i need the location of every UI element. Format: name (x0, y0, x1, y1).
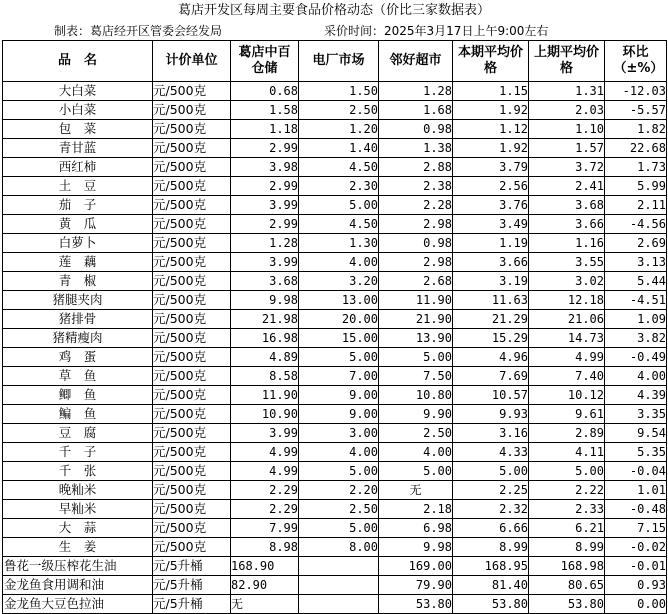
cell-change: -4.56 (605, 215, 667, 234)
table-row (3, 405, 667, 424)
cell-unit: 元/500克 (153, 82, 231, 101)
cell-current-avg: 2.32 (453, 500, 529, 519)
cell-previous-avg: 2.22 (529, 481, 605, 500)
table-row (3, 367, 667, 386)
cell-linhao: 169.00 (379, 557, 453, 576)
cell-zhongbai: 10.90 (231, 405, 299, 424)
cell-linhao: 2.88 (379, 158, 453, 177)
header-store-zhongbai-text: 葛店中百仓储 (238, 45, 291, 76)
cell-change: 5.35 (605, 443, 667, 462)
cell-current-avg: 2.56 (453, 177, 529, 196)
cell-name: 金龙鱼食用调和油 (3, 576, 153, 595)
cell-current-avg: 9.93 (453, 405, 529, 424)
cell-zhongbai: 3.68 (231, 272, 299, 291)
cell-dianchang: 4.50 (299, 158, 379, 177)
cell-name: 白萝卜 (3, 234, 153, 253)
cell-unit: 元/500克 (153, 177, 231, 196)
cell-zhongbai: 168.90 (231, 557, 299, 576)
price-table (2, 40, 667, 614)
cell-name: 大 蒜 (3, 519, 153, 538)
cell-current-avg: 7.69 (453, 367, 529, 386)
cell-dianchang: 2.20 (299, 481, 379, 500)
table-row (3, 462, 667, 481)
cell-change: 9.54 (605, 424, 667, 443)
cell-dianchang: 2.50 (299, 500, 379, 519)
cell-change: -12.03 (605, 82, 667, 101)
cell-unit: 元/500克 (153, 386, 231, 405)
cell-zhongbai: 无 (231, 595, 299, 614)
header-previous-avg-text: 上期平均价格 (533, 45, 599, 76)
cell-current-avg: 10.57 (453, 386, 529, 405)
cell-zhongbai: 4.89 (231, 348, 299, 367)
cell-zhongbai: 3.99 (231, 424, 299, 443)
cell-name: 西红柿 (3, 158, 153, 177)
cell-change: 5.99 (605, 177, 667, 196)
cell-change: -0.48 (605, 500, 667, 519)
cell-change: 3.82 (605, 329, 667, 348)
header-name: 品 名 (3, 41, 153, 82)
cell-current-avg: 168.95 (453, 557, 529, 576)
cell-change: 4.39 (605, 386, 667, 405)
cell-previous-avg: 1.31 (529, 82, 605, 101)
cell-unit: 元/500克 (153, 139, 231, 158)
cell-name: 晚籼米 (3, 481, 153, 500)
cell-current-avg: 3.66 (453, 253, 529, 272)
cell-dianchang: 5.00 (299, 348, 379, 367)
cell-linhao: 2.50 (379, 424, 453, 443)
cell-previous-avg: 3.72 (529, 158, 605, 177)
cell-dianchang: 5.00 (299, 196, 379, 215)
survey-time-label: 采价时间：2025年3月17日上午9:00左右 (324, 24, 549, 38)
header-previous-avg (529, 41, 605, 82)
maker-label: 制表：葛店经开区管委会经发局 (54, 24, 223, 38)
cell-linhao: 2.98 (379, 215, 453, 234)
cell-previous-avg: 1.57 (529, 139, 605, 158)
cell-current-avg: 1.12 (453, 120, 529, 139)
cell-linhao: 5.00 (379, 348, 453, 367)
cell-unit: 元/500克 (153, 196, 231, 215)
cell-linhao: 7.50 (379, 367, 453, 386)
cell-change: -0.04 (605, 462, 667, 481)
cell-name: 土 豆 (3, 177, 153, 196)
cell-linhao: 2.68 (379, 272, 453, 291)
cell-linhao: 79.90 (379, 576, 453, 595)
cell-change: 3.13 (605, 253, 667, 272)
cell-current-avg: 1.92 (453, 139, 529, 158)
cell-name: 金龙鱼大豆色拉油 (3, 595, 153, 614)
cell-unit: 元/500克 (153, 367, 231, 386)
header-unit: 计价单位 (153, 41, 231, 82)
cell-dianchang: 1.40 (299, 139, 379, 158)
cell-zhongbai: 1.18 (231, 120, 299, 139)
cell-unit: 元/5升桶 (153, 595, 231, 614)
table-row (3, 253, 667, 272)
cell-zhongbai: 1.28 (231, 234, 299, 253)
cell-dianchang: 4.00 (299, 253, 379, 272)
cell-previous-avg: 3.55 (529, 253, 605, 272)
cell-current-avg: 6.66 (453, 519, 529, 538)
cell-linhao: 53.80 (379, 595, 453, 614)
cell-previous-avg: 2.41 (529, 177, 605, 196)
cell-linhao: 1.38 (379, 139, 453, 158)
cell-unit: 元/500克 (153, 234, 231, 253)
table-row (3, 443, 667, 462)
cell-current-avg: 3.19 (453, 272, 529, 291)
cell-unit: 元/500克 (153, 424, 231, 443)
cell-linhao: 4.00 (379, 443, 453, 462)
cell-zhongbai: 2.99 (231, 177, 299, 196)
cell-previous-avg: 14.73 (529, 329, 605, 348)
cell-zhongbai: 9.98 (231, 291, 299, 310)
cell-change: 1.01 (605, 481, 667, 500)
table-row (3, 139, 667, 158)
cell-current-avg: 3.49 (453, 215, 529, 234)
cell-previous-avg: 2.03 (529, 101, 605, 120)
cell-linhao: 2.18 (379, 500, 453, 519)
cell-previous-avg: 7.40 (529, 367, 605, 386)
cell-previous-avg: 3.02 (529, 272, 605, 291)
cell-linhao: 1.28 (379, 82, 453, 101)
cell-current-avg: 3.16 (453, 424, 529, 443)
cell-change: -0.01 (605, 557, 667, 576)
cell-change: 0.93 (605, 576, 667, 595)
cell-dianchang: 1.50 (299, 82, 379, 101)
cell-name: 青甘蓝 (3, 139, 153, 158)
cell-dianchang: 3.00 (299, 424, 379, 443)
cell-unit: 元/5升桶 (153, 557, 231, 576)
cell-unit: 元/500克 (153, 443, 231, 462)
cell-zhongbai: 1.58 (231, 101, 299, 120)
cell-name: 鲁花一级压榨花生油 (3, 557, 153, 576)
table-row (3, 481, 667, 500)
header-store-linhao: 邻好超市 (379, 41, 453, 82)
cell-change: -4.51 (605, 291, 667, 310)
cell-name: 鸡 蛋 (3, 348, 153, 367)
cell-name: 千 子 (3, 443, 153, 462)
table-row (3, 82, 667, 101)
cell-zhongbai: 0.68 (231, 82, 299, 101)
cell-current-avg: 1.19 (453, 234, 529, 253)
cell-zhongbai: 2.29 (231, 500, 299, 519)
header-change-text: 环比（±%） (613, 45, 664, 76)
table-row (3, 272, 667, 291)
cell-unit: 元/5升桶 (153, 576, 231, 595)
cell-zhongbai: 8.58 (231, 367, 299, 386)
cell-linhao: 2.28 (379, 196, 453, 215)
table-row (3, 101, 667, 120)
cell-previous-avg: 1.16 (529, 234, 605, 253)
cell-name: 包 菜 (3, 120, 153, 139)
cell-current-avg: 3.79 (453, 158, 529, 177)
cell-unit: 元/500克 (153, 538, 231, 557)
cell-name: 大白菜 (3, 82, 153, 101)
cell-dianchang: 2.50 (299, 101, 379, 120)
cell-current-avg: 2.25 (453, 481, 529, 500)
cell-dianchang: 15.00 (299, 329, 379, 348)
cell-unit: 元/500克 (153, 519, 231, 538)
cell-previous-avg: 3.66 (529, 215, 605, 234)
cell-dianchang (299, 557, 379, 576)
cell-dianchang: 1.20 (299, 120, 379, 139)
header-change (605, 41, 667, 82)
cell-unit: 元/500克 (153, 481, 231, 500)
cell-unit: 元/500克 (153, 272, 231, 291)
table-row (3, 291, 667, 310)
cell-change: -0.02 (605, 538, 667, 557)
header-current-avg-text: 本期平均价格 (457, 45, 523, 76)
cell-dianchang: 9.00 (299, 386, 379, 405)
cell-change: 2.11 (605, 196, 667, 215)
cell-change: 0.00 (605, 595, 667, 614)
cell-linhao: 无 (379, 481, 453, 500)
cell-name: 茄 子 (3, 196, 153, 215)
table-row (3, 158, 667, 177)
cell-unit: 元/500克 (153, 329, 231, 348)
cell-unit: 元/500克 (153, 291, 231, 310)
cell-linhao: 2.38 (379, 177, 453, 196)
cell-change: 22.68 (605, 139, 667, 158)
cell-change: -5.57 (605, 101, 667, 120)
cell-zhongbai: 82.90 (231, 576, 299, 595)
table-row (3, 348, 667, 367)
table-row (3, 557, 667, 576)
cell-previous-avg: 2.89 (529, 424, 605, 443)
cell-linhao: 9.98 (379, 538, 453, 557)
cell-zhongbai: 21.98 (231, 310, 299, 329)
table-row (3, 329, 667, 348)
cell-current-avg: 8.99 (453, 538, 529, 557)
cell-previous-avg: 6.21 (529, 519, 605, 538)
cell-zhongbai: 4.99 (231, 462, 299, 481)
cell-zhongbai: 2.99 (231, 139, 299, 158)
cell-dianchang: 3.20 (299, 272, 379, 291)
cell-linhao: 10.80 (379, 386, 453, 405)
cell-previous-avg: 4.11 (529, 443, 605, 462)
cell-dianchang: 4.50 (299, 215, 379, 234)
cell-zhongbai: 7.99 (231, 519, 299, 538)
cell-linhao: 2.98 (379, 253, 453, 272)
table-row (3, 424, 667, 443)
cell-change: 4.00 (605, 367, 667, 386)
cell-current-avg: 53.80 (453, 595, 529, 614)
cell-change: 1.82 (605, 120, 667, 139)
cell-name: 草 鱼 (3, 367, 153, 386)
cell-previous-avg: 9.61 (529, 405, 605, 424)
cell-dianchang: 8.00 (299, 538, 379, 557)
cell-previous-avg: 12.18 (529, 291, 605, 310)
cell-unit: 元/500克 (153, 462, 231, 481)
cell-unit: 元/500克 (153, 348, 231, 367)
cell-current-avg: 11.63 (453, 291, 529, 310)
cell-zhongbai: 4.99 (231, 443, 299, 462)
table-row (3, 196, 667, 215)
table-row (3, 386, 667, 405)
table-row (3, 215, 667, 234)
cell-current-avg: 5.00 (453, 462, 529, 481)
header-store-zhongbai (231, 41, 299, 82)
cell-linhao: 11.90 (379, 291, 453, 310)
cell-name: 青 椒 (3, 272, 153, 291)
table-row (3, 310, 667, 329)
cell-dianchang: 9.00 (299, 405, 379, 424)
table-row (3, 120, 667, 139)
cell-name: 鲫 鱼 (3, 386, 153, 405)
cell-dianchang: 13.00 (299, 291, 379, 310)
table-row (3, 234, 667, 253)
cell-previous-avg: 5.00 (529, 462, 605, 481)
cell-name: 早籼米 (3, 500, 153, 519)
cell-unit: 元/500克 (153, 310, 231, 329)
cell-unit: 元/500克 (153, 405, 231, 424)
cell-previous-avg: 3.68 (529, 196, 605, 215)
table-row (3, 538, 667, 557)
cell-zhongbai: 3.99 (231, 253, 299, 272)
cell-linhao: 13.90 (379, 329, 453, 348)
cell-name: 生 姜 (3, 538, 153, 557)
table-title: 葛店开发区每周主要食品价格动态（价比三家数据表） (177, 3, 490, 18)
cell-current-avg: 81.40 (453, 576, 529, 595)
cell-previous-avg: 80.65 (529, 576, 605, 595)
cell-previous-avg: 21.06 (529, 310, 605, 329)
cell-name: 鳊 鱼 (3, 405, 153, 424)
cell-linhao: 1.68 (379, 101, 453, 120)
cell-zhongbai: 11.90 (231, 386, 299, 405)
cell-previous-avg: 10.12 (529, 386, 605, 405)
cell-change: 1.09 (605, 310, 667, 329)
table-row (3, 519, 667, 538)
cell-unit: 元/500克 (153, 158, 231, 177)
cell-previous-avg: 168.98 (529, 557, 605, 576)
cell-dianchang: 20.00 (299, 310, 379, 329)
cell-previous-avg: 53.80 (529, 595, 605, 614)
cell-current-avg: 21.29 (453, 310, 529, 329)
cell-current-avg: 3.76 (453, 196, 529, 215)
cell-linhao: 0.98 (379, 234, 453, 253)
cell-name: 莲 藕 (3, 253, 153, 272)
cell-dianchang: 5.00 (299, 462, 379, 481)
cell-change: 5.44 (605, 272, 667, 291)
cell-linhao: 5.00 (379, 462, 453, 481)
cell-change: -0.49 (605, 348, 667, 367)
cell-name: 猪排骨 (3, 310, 153, 329)
table-row (3, 576, 667, 595)
cell-zhongbai: 8.98 (231, 538, 299, 557)
cell-current-avg: 1.92 (453, 101, 529, 120)
cell-name: 猪腿夹肉 (3, 291, 153, 310)
cell-previous-avg: 2.33 (529, 500, 605, 519)
cell-current-avg: 4.33 (453, 443, 529, 462)
cell-dianchang: 2.30 (299, 177, 379, 196)
cell-unit: 元/500克 (153, 500, 231, 519)
cell-name: 猪精瘦肉 (3, 329, 153, 348)
header-row (3, 41, 667, 82)
cell-previous-avg: 1.10 (529, 120, 605, 139)
cell-name: 小白菜 (3, 101, 153, 120)
cell-name: 黄 瓜 (3, 215, 153, 234)
cell-zhongbai: 2.29 (231, 481, 299, 500)
cell-linhao: 0.98 (379, 120, 453, 139)
cell-zhongbai: 2.99 (231, 215, 299, 234)
table-row (3, 177, 667, 196)
cell-zhongbai: 3.98 (231, 158, 299, 177)
meta-line (0, 22, 668, 40)
cell-linhao: 9.90 (379, 405, 453, 424)
cell-change: 2.69 (605, 234, 667, 253)
cell-change: 7.15 (605, 519, 667, 538)
cell-current-avg: 15.29 (453, 329, 529, 348)
cell-dianchang: 5.00 (299, 519, 379, 538)
cell-current-avg: 1.15 (453, 82, 529, 101)
cell-dianchang (299, 576, 379, 595)
cell-unit: 元/500克 (153, 120, 231, 139)
header-current-avg (453, 41, 529, 82)
cell-dianchang (299, 595, 379, 614)
cell-dianchang: 4.00 (299, 443, 379, 462)
cell-name: 千 张 (3, 462, 153, 481)
cell-linhao: 6.98 (379, 519, 453, 538)
cell-unit: 元/500克 (153, 101, 231, 120)
cell-current-avg: 4.96 (453, 348, 529, 367)
cell-zhongbai: 3.99 (231, 196, 299, 215)
cell-zhongbai: 16.98 (231, 329, 299, 348)
cell-change: 3.35 (605, 405, 667, 424)
cell-previous-avg: 8.99 (529, 538, 605, 557)
cell-linhao: 21.90 (379, 310, 453, 329)
cell-change: 1.73 (605, 158, 667, 177)
cell-name: 豆 腐 (3, 424, 153, 443)
table-row (3, 595, 667, 614)
table-row (3, 500, 667, 519)
cell-previous-avg: 4.99 (529, 348, 605, 367)
cell-dianchang: 7.00 (299, 367, 379, 386)
cell-unit: 元/500克 (153, 253, 231, 272)
header-store-dianchang: 电厂市场 (299, 41, 379, 82)
cell-unit: 元/500克 (153, 215, 231, 234)
cell-dianchang: 1.30 (299, 234, 379, 253)
